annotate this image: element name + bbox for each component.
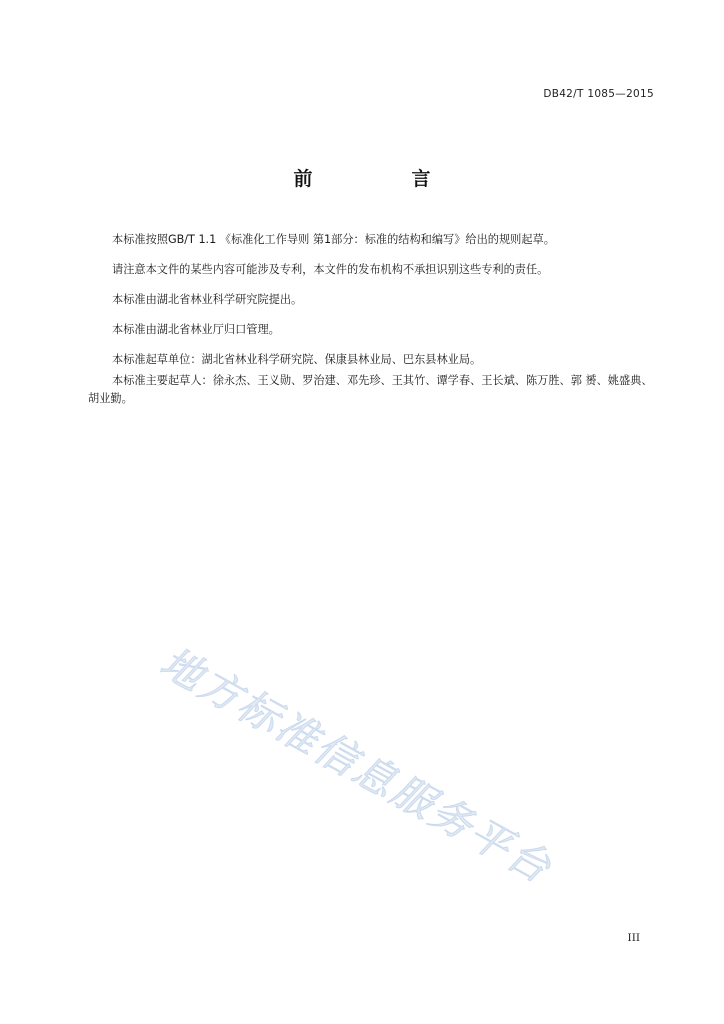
standard-code: DB42/T 1085—2015 — [543, 88, 654, 100]
paragraph-drafting-rules: 本标准按照GB/T 1.1 《标准化工作导则 第1部分：标准的结构和编写》给出的规则起草。 — [112, 233, 555, 246]
paragraph-patent-notice: 请注意本文件的某些内容可能涉及专利，本文件的发布机构不承担识别这些专利的责任。 — [112, 263, 549, 276]
page-title: 前 言 — [293, 168, 471, 190]
page-number: III — [627, 932, 640, 944]
watermark: 地方标准信息服务平台 — [152, 637, 561, 894]
paragraph-proposer: 本标准由湖北省林业科学研究院提出。 — [112, 293, 303, 306]
paragraph-drafting-units: 本标准起草单位：湖北省林业科学研究院、保康县林业局、巴东县林业局。 — [112, 353, 482, 366]
paragraph-management: 本标准由湖北省林业厅归口管理。 — [112, 323, 280, 336]
preface-body — [88, 231, 654, 408]
paragraph-drafters: 本标准主要起草人：徐永杰、王义勋、罗治建、邓先珍、王其竹、谭学春、王长斌、陈万胜、郭 赟、姚盛典、胡业勤。 — [88, 374, 653, 405]
